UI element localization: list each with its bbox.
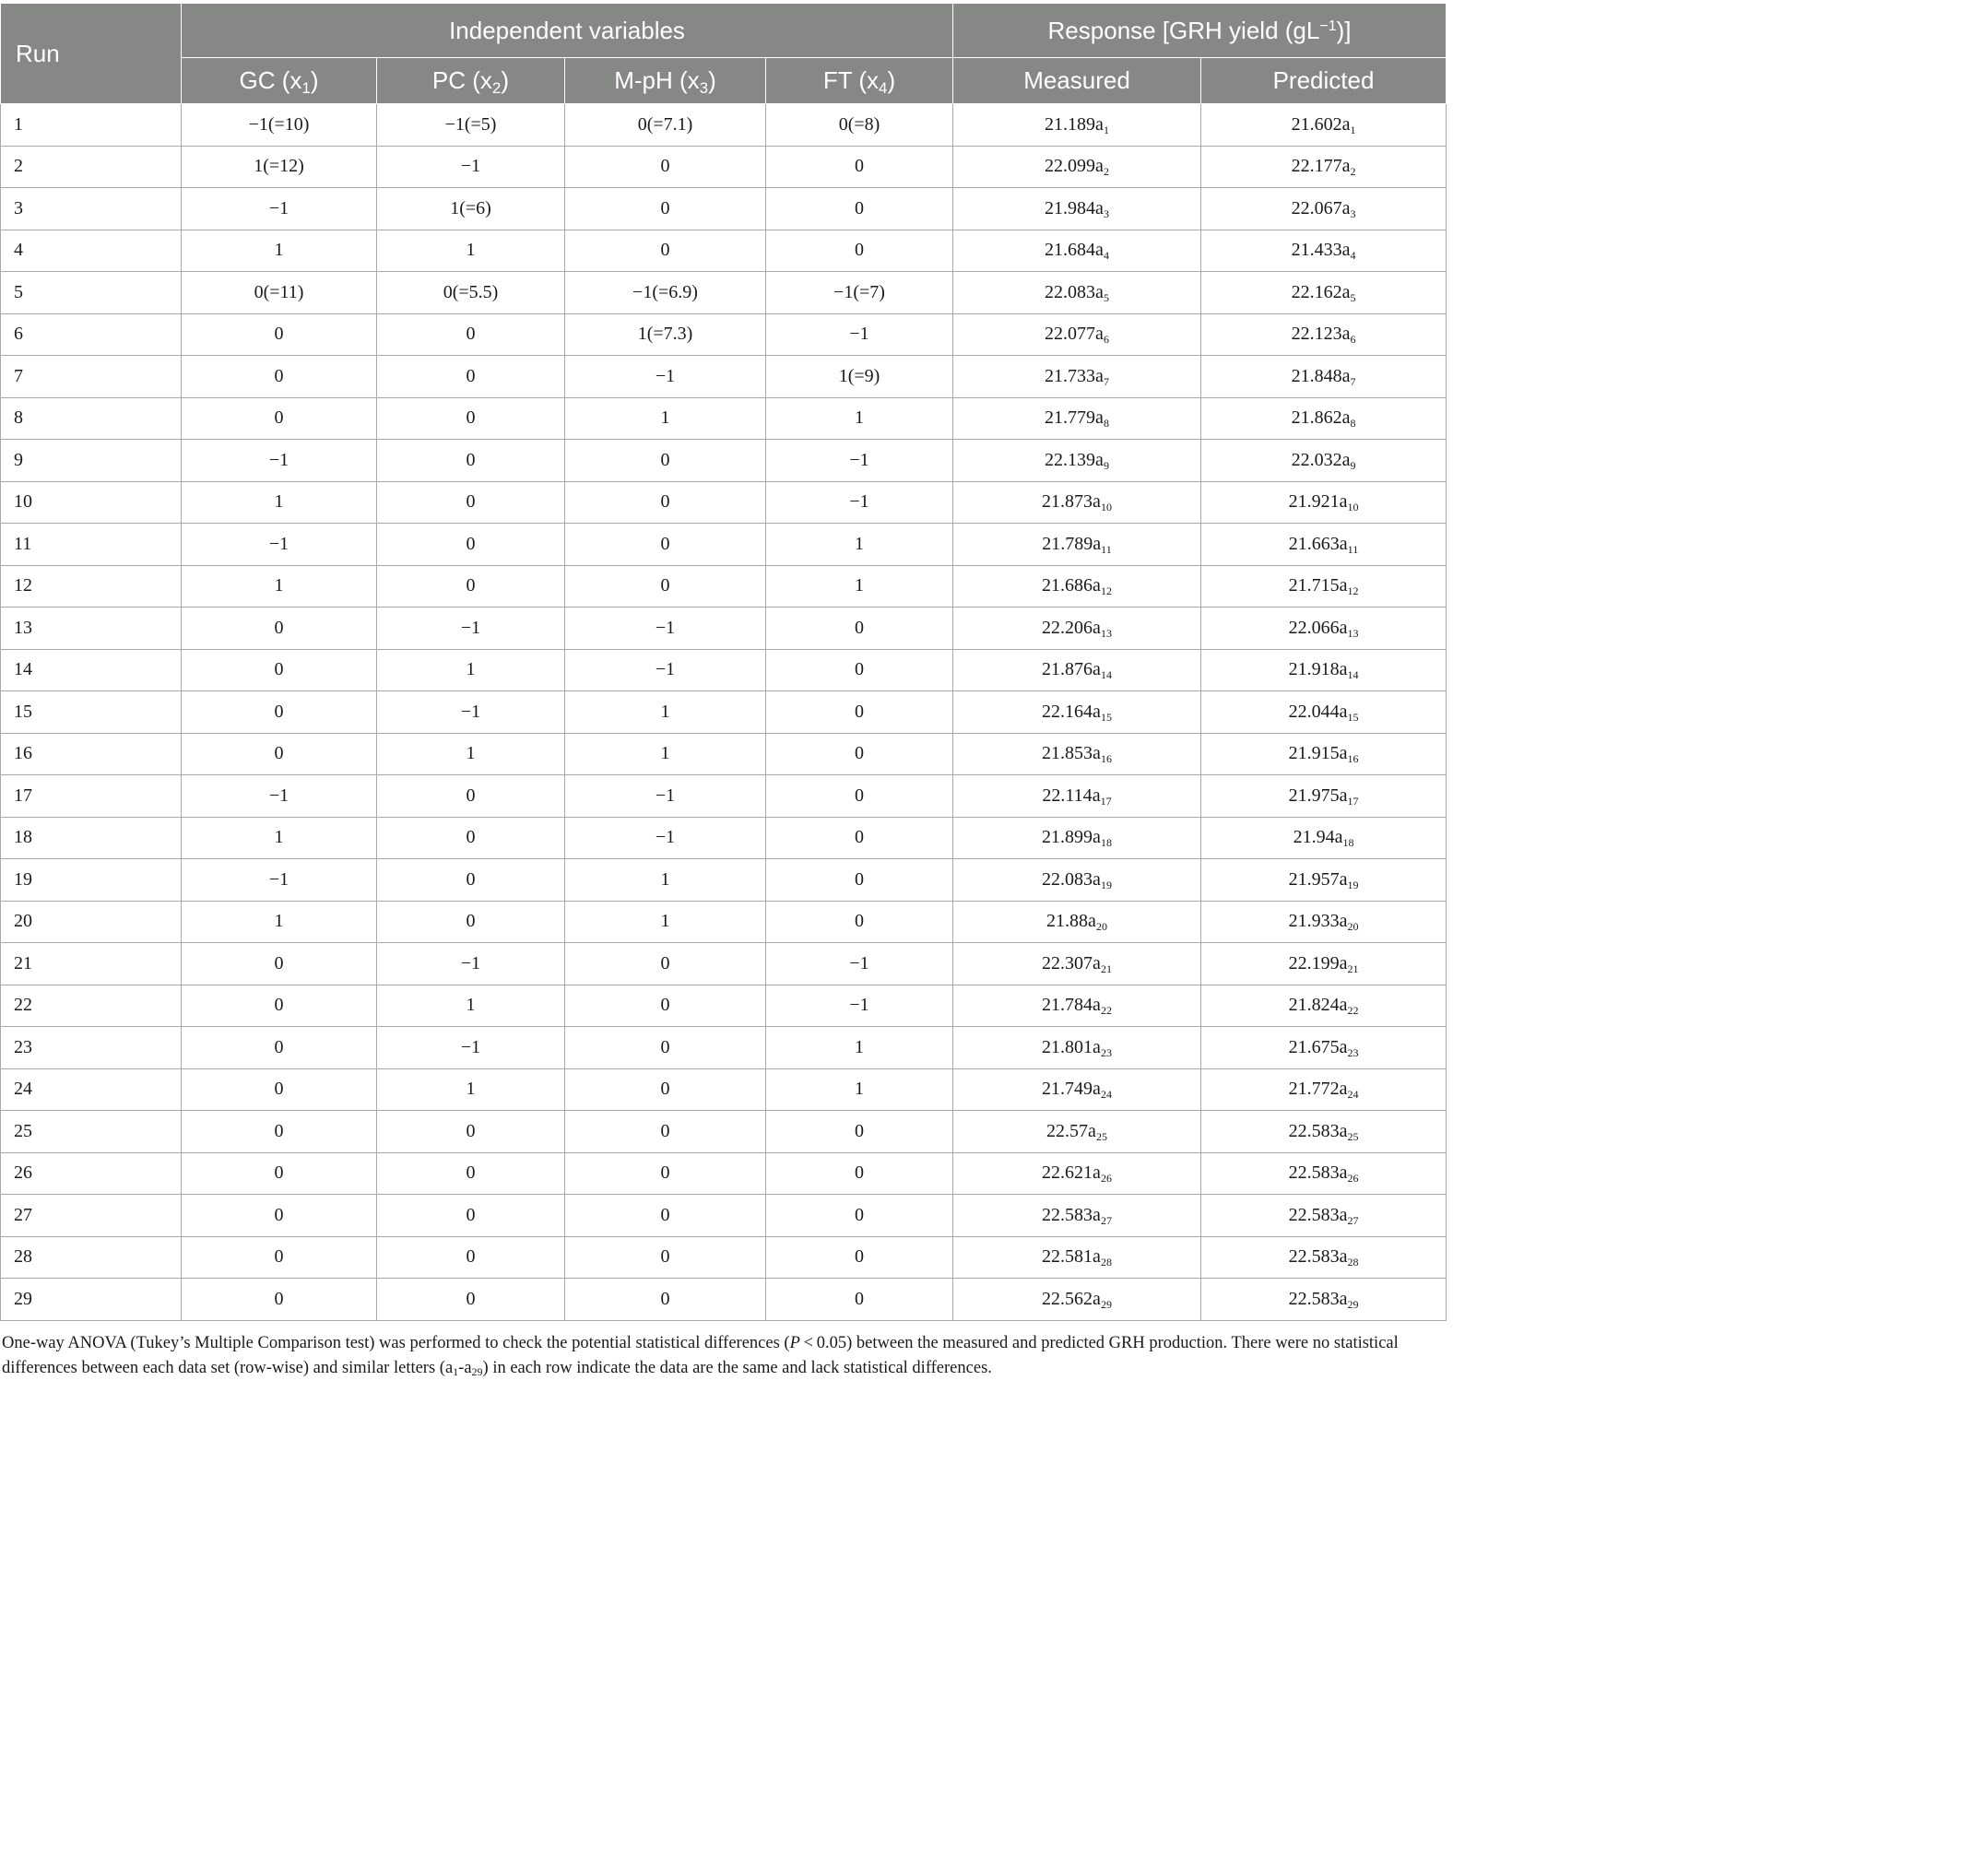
measured-cell: $21.984a_3$: [953, 188, 1201, 230]
gc-cell: −1: [182, 188, 377, 230]
predicted-cell: $22.044a_{15}$: [1201, 691, 1447, 734]
measured-cell: $22.307a_{21}$: [953, 943, 1201, 985]
pc-cell: 1(=6): [377, 188, 565, 230]
pc-cell: 0: [377, 565, 565, 608]
predicted-cell: $21.715a_{12}$: [1201, 565, 1447, 608]
run-cell: 20: [1, 901, 182, 943]
mph-cell: 0: [565, 146, 766, 188]
mph-cell: 0: [565, 440, 766, 482]
run-cell: 1: [1, 104, 182, 147]
table-row: [1, 524, 1447, 566]
predicted-cell: $21.975a_{17}$: [1201, 775, 1447, 818]
mph-cell: 1(=7.3): [565, 313, 766, 356]
predicted-cell: $22.066a_{13}$: [1201, 608, 1447, 650]
independent-variables-header: Independent variables: [182, 4, 953, 58]
table-row: [1, 188, 1447, 230]
gc-cell: 0: [182, 397, 377, 440]
gc-cell: 0: [182, 985, 377, 1027]
predicted-cell: $21.848a_7$: [1201, 356, 1447, 398]
predicted-cell: $21.675a_{23}$: [1201, 1027, 1447, 1069]
run-cell: 4: [1, 230, 182, 272]
ft-cell: 0: [766, 901, 953, 943]
mph-cell: 0: [565, 1236, 766, 1279]
pc-cell: 0: [377, 524, 565, 566]
gc-cell: 0: [182, 943, 377, 985]
measured-cell: $22.139a_9$: [953, 440, 1201, 482]
table-row: [1, 272, 1447, 314]
measured-cell: $22.57a_{25}$: [953, 1111, 1201, 1153]
measured-cell: $21.876a_{14}$: [953, 649, 1201, 691]
run-cell: 23: [1, 1027, 182, 1069]
measured-cell: $22.083a_5$: [953, 272, 1201, 314]
mph-cell: −1: [565, 775, 766, 818]
run-cell: 26: [1, 1152, 182, 1195]
gc-cell: 0: [182, 1195, 377, 1237]
run-cell: 10: [1, 481, 182, 524]
ft-cell: 1: [766, 1068, 953, 1111]
pc-cell: 0: [377, 356, 565, 398]
ft-column-header: FT $(x_4)$: [766, 58, 953, 104]
pc-cell: 0: [377, 1279, 565, 1321]
measured-cell: $22.083a_{19}$: [953, 859, 1201, 902]
predicted-cell: $22.123a_6$: [1201, 313, 1447, 356]
run-column-header: Run: [1, 4, 182, 104]
run-cell: 16: [1, 733, 182, 775]
pc-cell: 1: [377, 733, 565, 775]
measured-cell: $21.88a_{20}$: [953, 901, 1201, 943]
run-cell: 6: [1, 313, 182, 356]
table-body: [1, 104, 1447, 1321]
table-row: [1, 356, 1447, 398]
pc-cell: 1: [377, 1068, 565, 1111]
mph-cell: 0(=7.1): [565, 104, 766, 147]
run-cell: 15: [1, 691, 182, 734]
run-cell: 28: [1, 1236, 182, 1279]
pc-cell: −1: [377, 1027, 565, 1069]
run-cell: 8: [1, 397, 182, 440]
run-cell: 25: [1, 1111, 182, 1153]
run-cell: 11: [1, 524, 182, 566]
table-row: [1, 859, 1447, 902]
table-row: [1, 440, 1447, 482]
gc-cell: 0(=11): [182, 272, 377, 314]
ft-cell: −1: [766, 440, 953, 482]
predicted-cell: $22.162a_5$: [1201, 272, 1447, 314]
table-row: [1, 230, 1447, 272]
measured-cell: $21.686a_{12}$: [953, 565, 1201, 608]
gc-cell: −1: [182, 524, 377, 566]
gc-cell: 0: [182, 1068, 377, 1111]
ft-cell: 0: [766, 817, 953, 859]
predicted-cell: $21.933a_{20}$: [1201, 901, 1447, 943]
pc-cell: 1: [377, 230, 565, 272]
pc-cell: −1: [377, 146, 565, 188]
ft-cell: 0: [766, 1195, 953, 1237]
pc-cell: 0: [377, 481, 565, 524]
run-cell: 29: [1, 1279, 182, 1321]
mph-cell: −1: [565, 356, 766, 398]
gc-cell: −1: [182, 440, 377, 482]
table-row: [1, 104, 1447, 147]
pc-cell: 0: [377, 859, 565, 902]
gc-cell: 0: [182, 1236, 377, 1279]
gc-cell: 1: [182, 901, 377, 943]
gc-cell: 0: [182, 356, 377, 398]
ft-cell: 1(=9): [766, 356, 953, 398]
ft-cell: 0: [766, 608, 953, 650]
gc-cell: 0: [182, 313, 377, 356]
table-row: [1, 313, 1447, 356]
measured-cell: $21.873a_{10}$: [953, 481, 1201, 524]
table-row: [1, 397, 1447, 440]
table-row: [1, 481, 1447, 524]
table-row: [1, 1068, 1447, 1111]
mph-cell: 0: [565, 1111, 766, 1153]
gc-cell: 0: [182, 1279, 377, 1321]
pc-cell: −1: [377, 691, 565, 734]
predicted-cell: $22.583a_{26}$: [1201, 1152, 1447, 1195]
gc-cell: 0: [182, 691, 377, 734]
table-row: [1, 775, 1447, 818]
measured-cell: $22.562a_{29}$: [953, 1279, 1201, 1321]
mph-cell: 1: [565, 733, 766, 775]
run-cell: 5: [1, 272, 182, 314]
gc-cell: 1: [182, 565, 377, 608]
pc-cell: −1: [377, 943, 565, 985]
predicted-cell: $22.032a_9$: [1201, 440, 1447, 482]
table-footnote: One-way ANOVA (Tukey’s Multiple Comparison test) was performed to check the potential statistical differences (P < 0.05) between the measured and predicted GRH production. There were no statistical differences between each data set (row-wise) and similar letters $(a_1-a_{29})$ in each row indicate the data are the same and lack statistical differences.: [2, 1334, 1399, 1378]
predicted-cell: $22.177a_2$: [1201, 146, 1447, 188]
mph-cell: 0: [565, 524, 766, 566]
pc-cell: 0: [377, 1236, 565, 1279]
run-cell: 22: [1, 985, 182, 1027]
gc-cell: 0: [182, 608, 377, 650]
table-row: [1, 565, 1447, 608]
table-row: [1, 901, 1447, 943]
table-row: [1, 1027, 1447, 1069]
mph-cell: 0: [565, 1195, 766, 1237]
mph-cell: 0: [565, 1027, 766, 1069]
gc-cell: 1: [182, 817, 377, 859]
mph-cell: 1: [565, 901, 766, 943]
mph-cell: 1: [565, 397, 766, 440]
table-row: [1, 1236, 1447, 1279]
pc-cell: 0: [377, 1152, 565, 1195]
mph-cell: 0: [565, 230, 766, 272]
ft-cell: −1: [766, 985, 953, 1027]
predicted-cell: $22.583a_{29}$: [1201, 1279, 1447, 1321]
predicted-cell: $21.772a_{24}$: [1201, 1068, 1447, 1111]
measured-column-header: Measured: [953, 58, 1201, 104]
ft-cell: 0: [766, 230, 953, 272]
response-header: Response [GRH yield $(gL^{-1})$]: [953, 4, 1447, 58]
predicted-cell: $22.583a_{27}$: [1201, 1195, 1447, 1237]
predicted-cell: $22.583a_{28}$: [1201, 1236, 1447, 1279]
predicted-cell: $21.921a_{10}$: [1201, 481, 1447, 524]
mph-cell: 0: [565, 943, 766, 985]
gc-cell: 0: [182, 1111, 377, 1153]
pc-cell: 0: [377, 901, 565, 943]
pc-cell: 0(=5.5): [377, 272, 565, 314]
table-header: [1, 4, 1447, 104]
ft-cell: 0: [766, 146, 953, 188]
table-row: [1, 1279, 1447, 1321]
ft-cell: −1: [766, 481, 953, 524]
predicted-cell: $21.663a_{11}$: [1201, 524, 1447, 566]
measured-cell: $21.779a_8$: [953, 397, 1201, 440]
gc-cell: −1: [182, 859, 377, 902]
ft-cell: 1: [766, 565, 953, 608]
ft-cell: 0: [766, 691, 953, 734]
predicted-cell: $22.067a_3$: [1201, 188, 1447, 230]
run-cell: 19: [1, 859, 182, 902]
pc-cell: −1: [377, 608, 565, 650]
predicted-cell: $22.199a_{21}$: [1201, 943, 1447, 985]
ft-cell: 0(=8): [766, 104, 953, 147]
predicted-cell: $21.433a_4$: [1201, 230, 1447, 272]
mph-cell: 0: [565, 985, 766, 1027]
mph-column-header: M-pH $(x_3)$: [565, 58, 766, 104]
ft-cell: 0: [766, 188, 953, 230]
gc-cell: −1(=10): [182, 104, 377, 147]
pc-cell: 0: [377, 397, 565, 440]
mph-cell: 0: [565, 565, 766, 608]
mph-cell: 1: [565, 691, 766, 734]
gc-cell: 1: [182, 481, 377, 524]
mph-cell: 0: [565, 1279, 766, 1321]
ft-cell: 0: [766, 775, 953, 818]
ft-cell: 0: [766, 733, 953, 775]
pc-cell: 1: [377, 649, 565, 691]
run-cell: 12: [1, 565, 182, 608]
ft-cell: 1: [766, 1027, 953, 1069]
ft-cell: 0: [766, 1111, 953, 1153]
predicted-cell: $21.862a_8$: [1201, 397, 1447, 440]
measured-cell: $21.189a_1$: [953, 104, 1201, 147]
run-cell: 7: [1, 356, 182, 398]
gc-column-header: GC $(x_1)$: [182, 58, 377, 104]
ft-cell: 0: [766, 1279, 953, 1321]
gc-cell: 0: [182, 1027, 377, 1069]
measured-cell: $21.749a_{24}$: [953, 1068, 1201, 1111]
run-cell: 3: [1, 188, 182, 230]
measured-cell: $22.581a_{28}$: [953, 1236, 1201, 1279]
run-cell: 2: [1, 146, 182, 188]
predicted-cell: $21.94a_{18}$: [1201, 817, 1447, 859]
gc-cell: 0: [182, 733, 377, 775]
measured-cell: $22.621a_{26}$: [953, 1152, 1201, 1195]
measured-cell: $21.899a_{18}$: [953, 817, 1201, 859]
ft-cell: −1(=7): [766, 272, 953, 314]
measured-cell: $21.853a_{16}$: [953, 733, 1201, 775]
mph-cell: 0: [565, 481, 766, 524]
predicted-cell: $22.583a_{25}$: [1201, 1111, 1447, 1153]
table-row: [1, 943, 1447, 985]
gc-cell: 1: [182, 230, 377, 272]
predicted-cell: $21.602a_1$: [1201, 104, 1447, 147]
measured-cell: $22.114a_{17}$: [953, 775, 1201, 818]
run-cell: 18: [1, 817, 182, 859]
pc-cell: 0: [377, 313, 565, 356]
mph-cell: 1: [565, 859, 766, 902]
ft-cell: 0: [766, 1152, 953, 1195]
pc-cell: −1(=5): [377, 104, 565, 147]
pc-cell: 0: [377, 775, 565, 818]
ft-cell: 1: [766, 397, 953, 440]
mph-cell: −1: [565, 649, 766, 691]
run-cell: 13: [1, 608, 182, 650]
gc-cell: 0: [182, 649, 377, 691]
ft-cell: 1: [766, 524, 953, 566]
measured-cell: $22.206a_{13}$: [953, 608, 1201, 650]
pc-cell: 0: [377, 1195, 565, 1237]
measured-cell: $21.801a_{23}$: [953, 1027, 1201, 1069]
mph-cell: 0: [565, 1068, 766, 1111]
pc-cell: 0: [377, 440, 565, 482]
pc-cell: 0: [377, 817, 565, 859]
table-row: [1, 817, 1447, 859]
measured-cell: $21.733a_7$: [953, 356, 1201, 398]
gc-cell: −1: [182, 775, 377, 818]
measured-cell: $21.784a_{22}$: [953, 985, 1201, 1027]
mph-cell: 0: [565, 188, 766, 230]
run-cell: 14: [1, 649, 182, 691]
pc-cell: 1: [377, 985, 565, 1027]
table-row: [1, 1152, 1447, 1195]
results-table: [0, 3, 1447, 1321]
table-row: [1, 1195, 1447, 1237]
run-cell: 21: [1, 943, 182, 985]
measured-cell: $21.684a_4$: [953, 230, 1201, 272]
ft-cell: 0: [766, 649, 953, 691]
mph-cell: −1: [565, 817, 766, 859]
measured-cell: $22.077a_6$: [953, 313, 1201, 356]
run-cell: 24: [1, 1068, 182, 1111]
table-row: [1, 146, 1447, 188]
predicted-cell: $21.915a_{16}$: [1201, 733, 1447, 775]
predicted-cell: $21.918a_{14}$: [1201, 649, 1447, 691]
ft-cell: −1: [766, 313, 953, 356]
table-row: [1, 1111, 1447, 1153]
run-cell: 17: [1, 775, 182, 818]
ft-cell: 0: [766, 1236, 953, 1279]
run-cell: 27: [1, 1195, 182, 1237]
measured-cell: $22.583a_{27}$: [953, 1195, 1201, 1237]
measured-cell: $22.164a_{15}$: [953, 691, 1201, 734]
mph-cell: −1: [565, 608, 766, 650]
table-row: [1, 733, 1447, 775]
measured-cell: $22.099a_2$: [953, 146, 1201, 188]
table-row: [1, 608, 1447, 650]
ft-cell: 0: [766, 859, 953, 902]
run-cell: 9: [1, 440, 182, 482]
predicted-column-header: Predicted: [1201, 58, 1447, 104]
mph-cell: 0: [565, 1152, 766, 1195]
predicted-cell: $21.957a_{19}$: [1201, 859, 1447, 902]
gc-cell: 1(=12): [182, 146, 377, 188]
mph-cell: −1(=6.9): [565, 272, 766, 314]
ft-cell: −1: [766, 943, 953, 985]
table-row: [1, 649, 1447, 691]
gc-cell: 0: [182, 1152, 377, 1195]
measured-cell: $21.789a_{11}$: [953, 524, 1201, 566]
table-row: [1, 691, 1447, 734]
table-row: [1, 985, 1447, 1027]
predicted-cell: $21.824a_{22}$: [1201, 985, 1447, 1027]
pc-cell: 0: [377, 1111, 565, 1153]
pc-column-header: PC $(x_2)$: [377, 58, 565, 104]
